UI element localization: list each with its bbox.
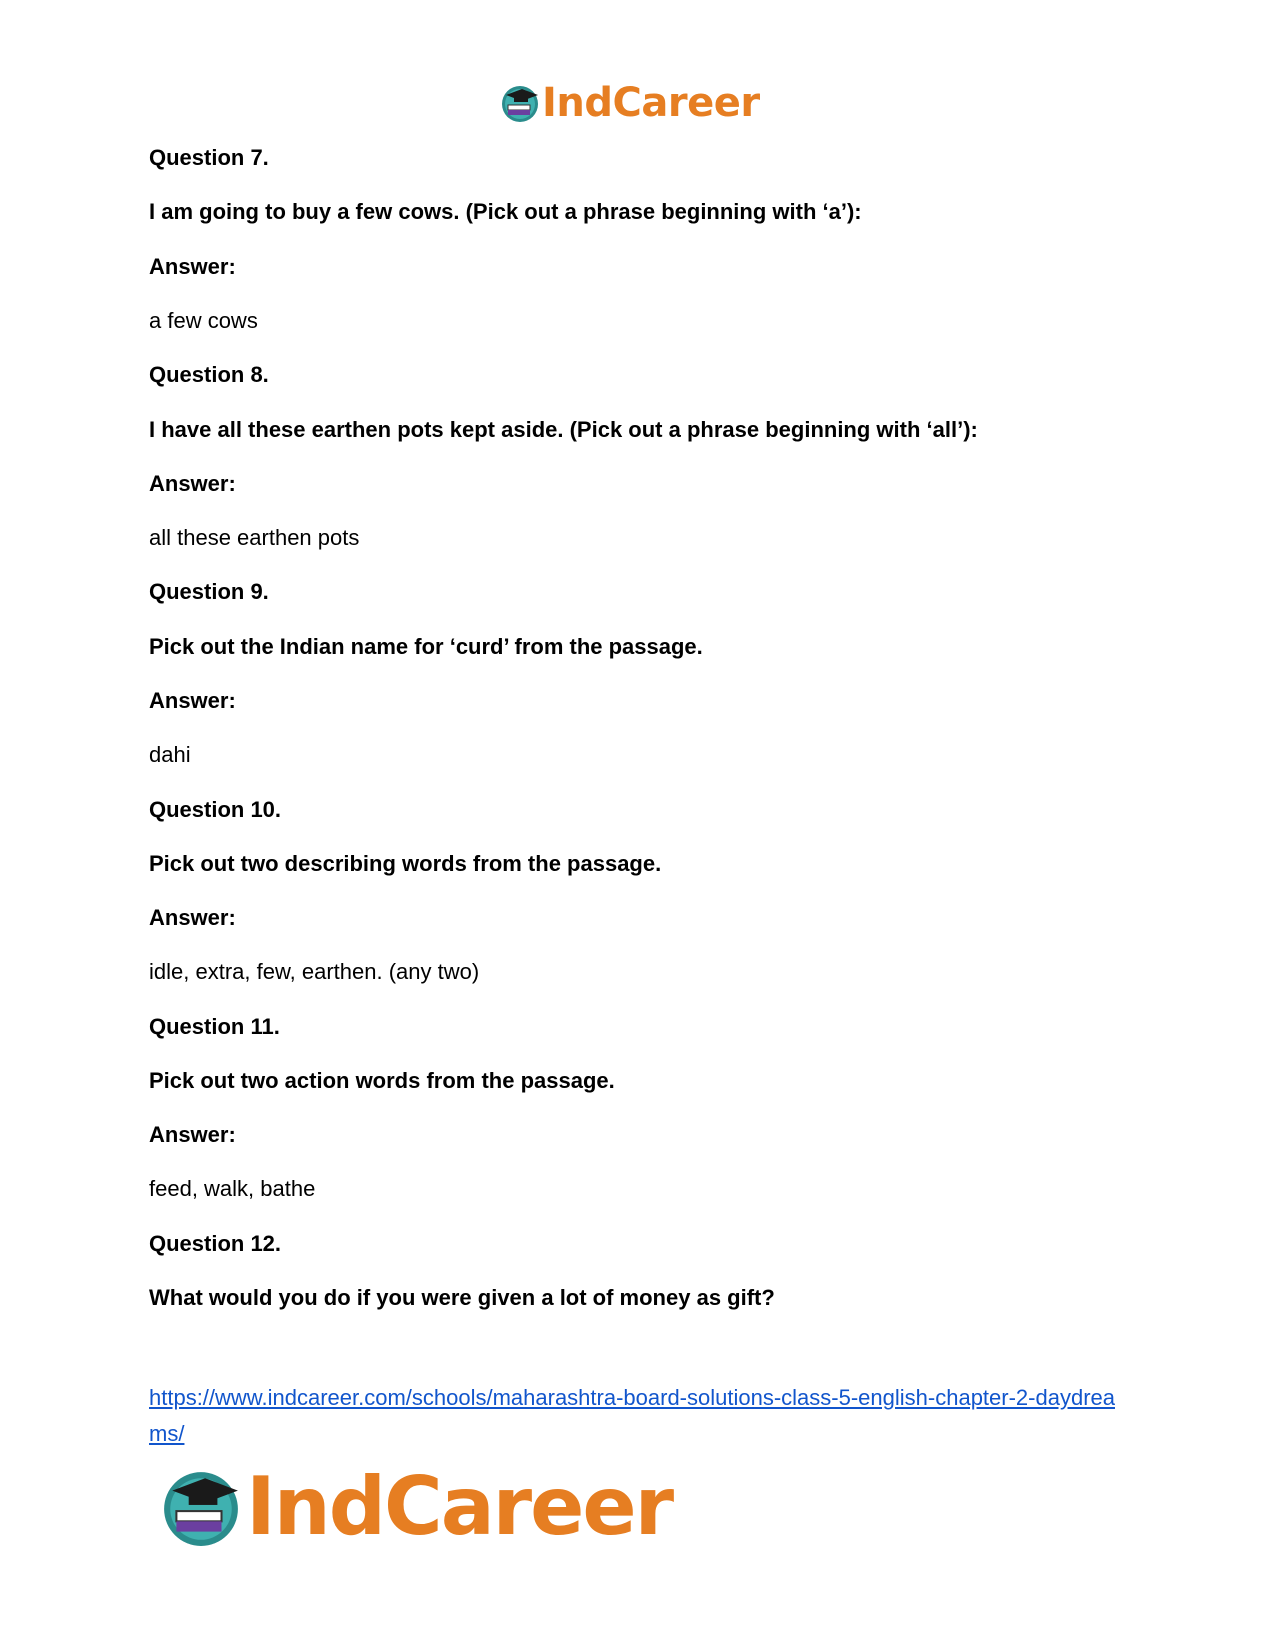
answer-text: idle, extra, few, earthen. (any two) — [149, 959, 480, 984]
question-label: Question 11. — [149, 1014, 280, 1039]
question-label: Question 12. — [149, 1231, 282, 1256]
question-text: Pick out two action words from the passage. — [149, 1068, 615, 1093]
header-brand: IndCareer — [542, 80, 760, 126]
question-label: Question 10. — [149, 797, 282, 822]
answer-text: a few cows — [149, 308, 258, 333]
question-text: I am going to buy a few cows. (Pick out a phrase beginning with ‘a’): — [149, 199, 862, 224]
answer-text: feed, walk, bathe — [149, 1176, 316, 1201]
answer-label: Answer: — [149, 905, 236, 930]
answer-label: Answer: — [149, 688, 236, 713]
question-text: I have all these earthen pots kept aside. (Pick out a phrase beginning with ‘all’): — [149, 417, 978, 442]
question-label: Question 7. — [149, 145, 269, 170]
globe-graduation-cap-icon — [160, 1466, 242, 1548]
header-logo — [500, 80, 760, 126]
question-label: Question 8. — [149, 362, 269, 387]
answer-label: Answer: — [149, 254, 236, 279]
answer-label: Answer: — [149, 471, 236, 496]
question-text: What would you do if you were given a lot of money as gift? — [149, 1285, 775, 1310]
question-label: Question 9. — [149, 579, 269, 604]
answer-text: all these earthen pots — [149, 525, 360, 550]
answer-label: Answer: — [149, 1122, 236, 1147]
footer-logo — [160, 1462, 672, 1552]
source-link[interactable]: https://www.indcareer.com/schools/maharashtra-board-solutions-class-5-english-chapter-2-daydreams/ — [149, 1385, 1115, 1446]
footer-brand: IndCareer — [246, 1460, 673, 1553]
globe-graduation-cap-icon — [500, 83, 540, 123]
answer-text: dahi — [149, 742, 191, 767]
question-text: Pick out the Indian name for ‘curd’ from the passage. — [149, 634, 703, 659]
question-text: Pick out two describing words from the passage. — [149, 851, 662, 876]
